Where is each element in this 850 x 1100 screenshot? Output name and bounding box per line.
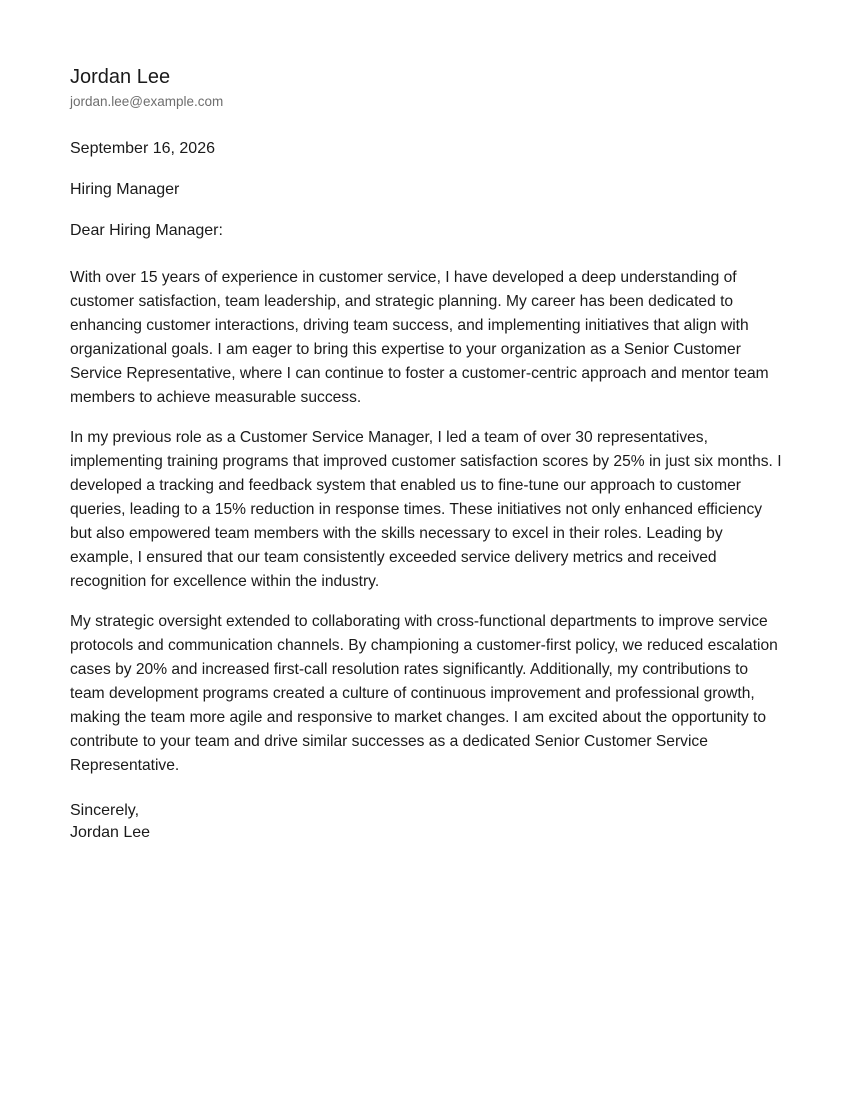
- letter-body: [70, 266, 782, 778]
- body-paragraph-3: My strategic oversight extended to collaborating with cross-functional departments to improve service protocols and communication channels. By championing a customer-first policy, we reduced escalation cases by 20% and increased first-call resolution rates significantly. Additionally, my contributions to team development programs created a culture of continuous improvement and professional growth, making the team more agile and responsive to market changes. I am excited about the opportunity to contribute to your team and drive similar successes as a dedicated Senior Customer Service Representative.: [70, 613, 778, 774]
- body-paragraph-1: With over 15 years of experience in customer service, I have developed a deep understanding of customer satisfaction, team leadership, and strategic planning. My career has been dedicated to enhancing customer interactions, driving team success, and implementing initiatives that align with organizational goals. I am eager to bring this expertise to your organization as a Senior Customer Service Representative, where I can continue to foster a customer-centric approach and mentor team members to achieve measurable success.: [70, 269, 769, 406]
- letter-date: September 16, 2026: [70, 140, 215, 157]
- closing: Sincerely,: [70, 802, 140, 819]
- signature-name: Jordan Lee: [70, 824, 151, 841]
- sender-name: Jordan Lee: [70, 66, 171, 88]
- sender-email: jordan.lee@example.com: [70, 94, 224, 109]
- body-paragraph-2: In my previous role as a Customer Service Manager, I led a team of over 30 representatives, implementing training programs that improved customer satisfaction scores by 25% in just six months. I developed a tracking and feedback system that enabled us to fine-tune our approach to customer queries, leading to a 15% reduction in response times. These initiatives not only enhanced efficiency but also empowered team members with the skills necessary to excel in their roles. Leading by example, I ensured that our team consistently exceeded service delivery metrics and received recognition for excellence within the industry.: [70, 429, 782, 590]
- salutation: Dear Hiring Manager:: [70, 222, 223, 239]
- recipient: Hiring Manager: [70, 181, 180, 198]
